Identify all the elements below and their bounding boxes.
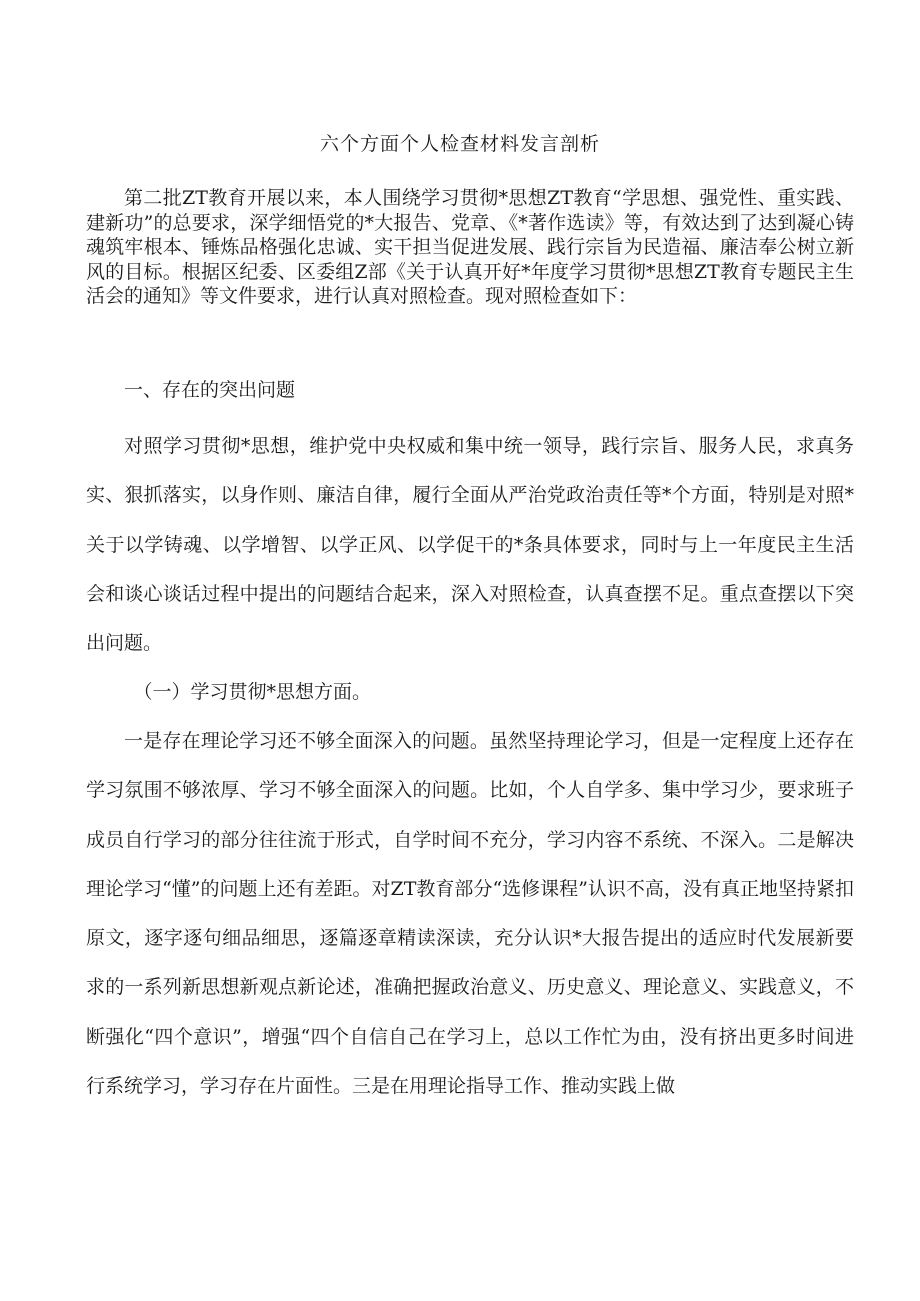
subsection-heading: （一）学习贯彻*思想方面。 [133, 681, 372, 703]
section-heading: 一、存在的突出问题 [124, 379, 296, 401]
body-paragraph-1: 对照学习贯彻*思想，维护党中央权威和集中统一领导，践行宗旨、服务人民，求真务实、狠抓落实，以身作则、廉洁自律，履行全面从严治党政治责任等*个方面，特别是对照*关于以学铸魂、以学增智、以学正风、以学促干的*条具体要求，同时与上一年度民主生活会和谈心谈话过程中提出的问题结合起来，深入对照检查，认真查摆不足。重点查摆以下突出问题。 [86, 435, 854, 655]
intro-paragraph: 第二批ZT教育开展以来，本人围绕学习贯彻*思想ZT教育“学思想、强党性、重实践、建新功”的总要求，深学细悟党的*大报告、党章、《*著作选读》等，有效达到了达到凝心铸魂筑牢根本、锤炼品格强化忠诚、实干担当促进发展、践行宗旨为民造福、廉洁奉公树立新风的目标。根据区纪委、区委组Z部《关于认真开好*年度学习贯彻*思想ZT教育专题民主生活会的通知》等文件要求，进行认真对照检查。现对照检查如下： [86, 187, 854, 308]
document-title: 六个方面个人检查材料发言剖析 [319, 133, 600, 155]
body-paragraph-2: 一是存在理论学习还不够全面深入的问题。虽然坚持理论学习，但是一定程度上还存在学习氛围不够浓厚、学习不够全面深入的问题。比如，个人自学多、集中学习少，要求班子成员自行学习的部分往往流于形式，自学时间不充分，学习内容不系统、不深入。二是解决理论学习“懂”的问题上还有差距。对ZT教育部分“选修课程”认识不高，没有真正地坚持紧扣原文，逐字逐句细品细思，逐篇逐章精读深读，充分认识*大报告提出的适应时代发展新要求的一系列新思想新观点新论述，准确把握政治意义、历史意义、理论意义、实践意义，不断强化“四个意识”，增强“四个自信自己在学习上，总以工作忙为由，没有挤出更多时间进行系统学习，学习存在片面性。三是在用理论指导工作、推动实践上做 [86, 730, 854, 1098]
